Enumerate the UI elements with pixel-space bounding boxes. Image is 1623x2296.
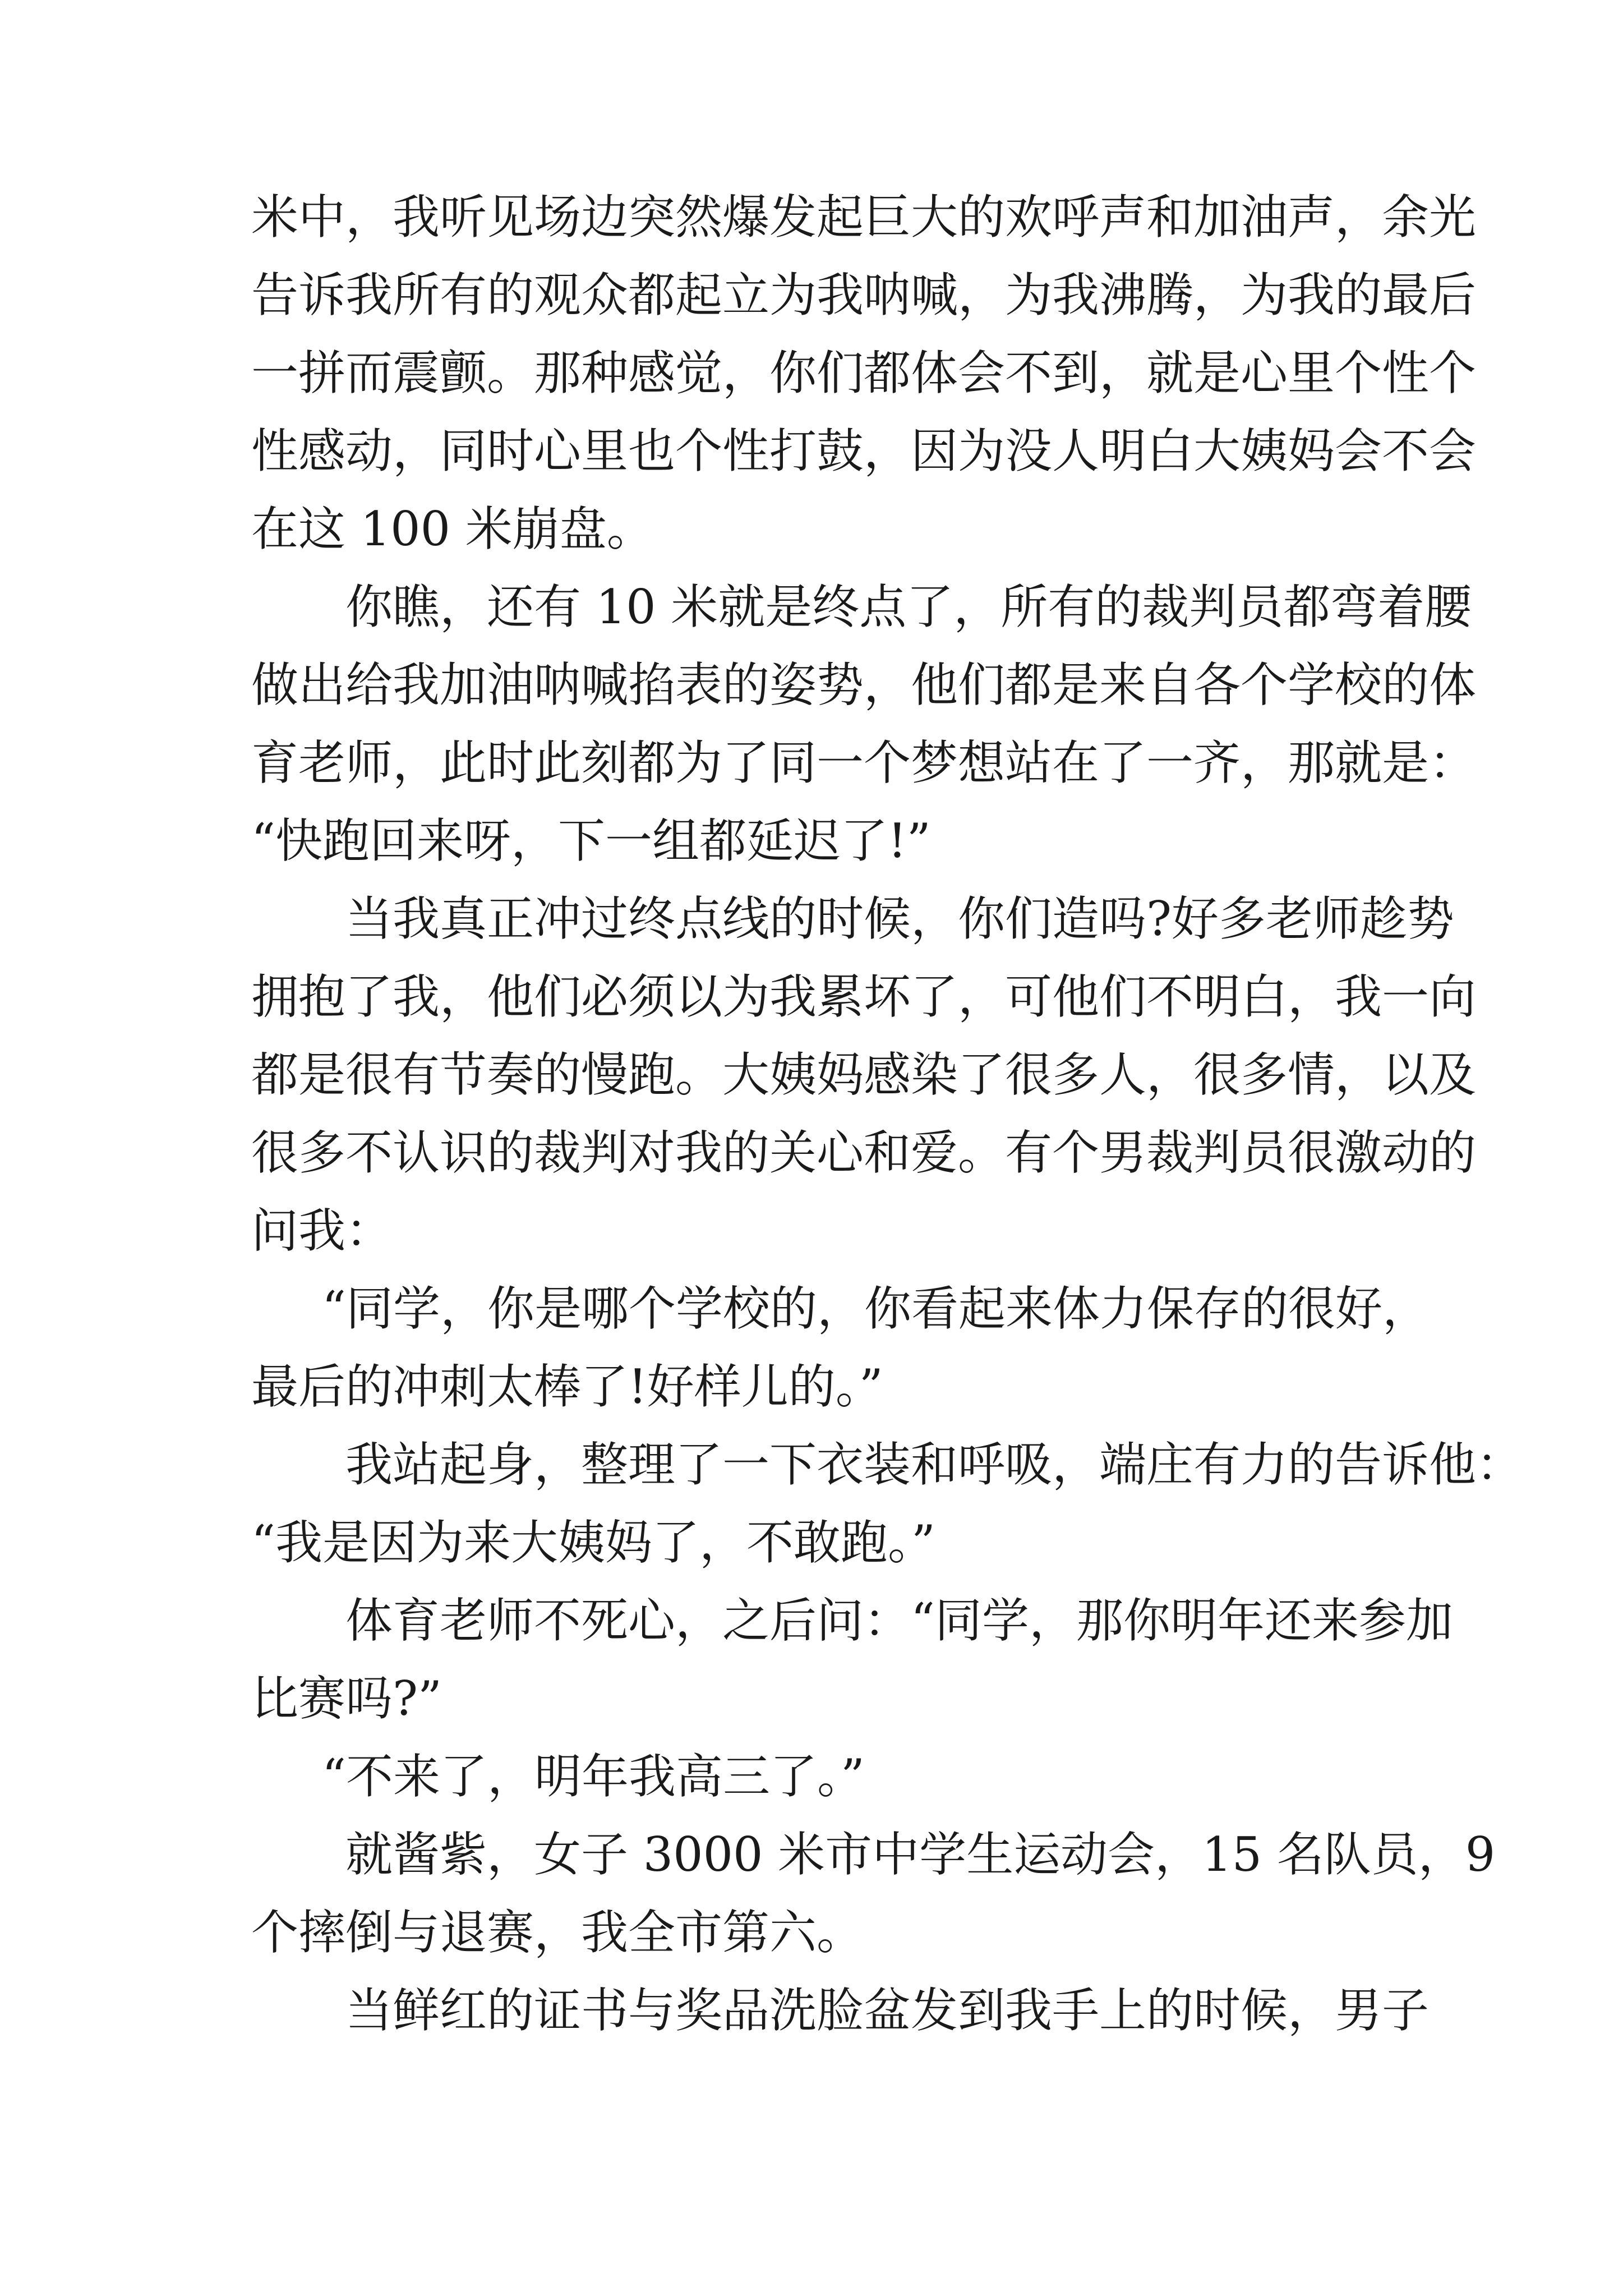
text-line: 性感动，同时心里也个性打鼓，因为没人明白大姨妈会不会: [251, 424, 1477, 478]
paragraph-first-line: 体育老师不死心，之后问：“同学，那你明年还来参加: [345, 1593, 1453, 1648]
paragraph-first-line: 当我真正冲过终点线的时候，你们造吗?好多老师趁势: [345, 891, 1455, 946]
paragraph-first-line: “同学，你是哪个学校的，你看起来体力保存的很好，: [322, 1281, 1430, 1336]
paragraph-first-line: 我站起身，整理了一下衣装和呼吸，端庄有力的告诉他：: [345, 1437, 1524, 1492]
text-line: 在这 100 米崩盘。: [251, 501, 654, 556]
text-line: 问我：: [251, 1203, 393, 1258]
text-line: 一拼而震颤。那种感觉，你们都体会不到，就是心里个性个: [251, 346, 1477, 401]
text-line: 个摔倒与退赛，我全市第六。: [251, 1905, 864, 1960]
text-line: 比赛吗?”: [251, 1671, 442, 1726]
text-line: 很多不认识的裁判对我的关心和爱。有个男裁判员很激动的: [251, 1125, 1477, 1180]
text-line: 拥抱了我，他们必须以为我累坏了，可他们不明白，我一向: [251, 969, 1477, 1024]
paragraph-first-line: 你瞧，还有 10 米就是终点了，所有的裁判员都弯着腰: [345, 579, 1472, 634]
document-body: [251, 178, 1524, 2050]
paragraph-first-line: “不来了，明年我高三了。”: [322, 1749, 865, 1804]
text-line: 最后的冲刺太棒了!好样儿的。”: [251, 1359, 883, 1414]
text-line: “我是因为来大姨妈了，不敢跑。”: [251, 1515, 935, 1570]
text-line: 米中，我听见场边突然爆发起巨大的欢呼声和加油声，余光: [251, 190, 1477, 245]
text-line: 都是很有节奏的慢跑。大姨妈感染了很多人，很多情，以及: [251, 1047, 1477, 1102]
paragraph-first-line: 当鲜红的证书与奖品洗脸盆发到我手上的时候，男子: [345, 1983, 1430, 2038]
text-line: 育老师，此时此刻都为了同一个梦想站在了一齐，那就是：: [251, 735, 1477, 790]
paragraph-first-line: 就酱紫，女子 3000 米市中学生运动会，15 名队员，9: [345, 1827, 1496, 1882]
text-line: 做出给我加油呐喊掐表的姿势，他们都是来自各个学校的体: [251, 657, 1477, 712]
text-line: “快跑回来呀，下一组都延迟了!”: [251, 813, 931, 868]
text-line: 告诉我所有的观众都起立为我呐喊，为我沸腾，为我的最后: [251, 268, 1477, 323]
